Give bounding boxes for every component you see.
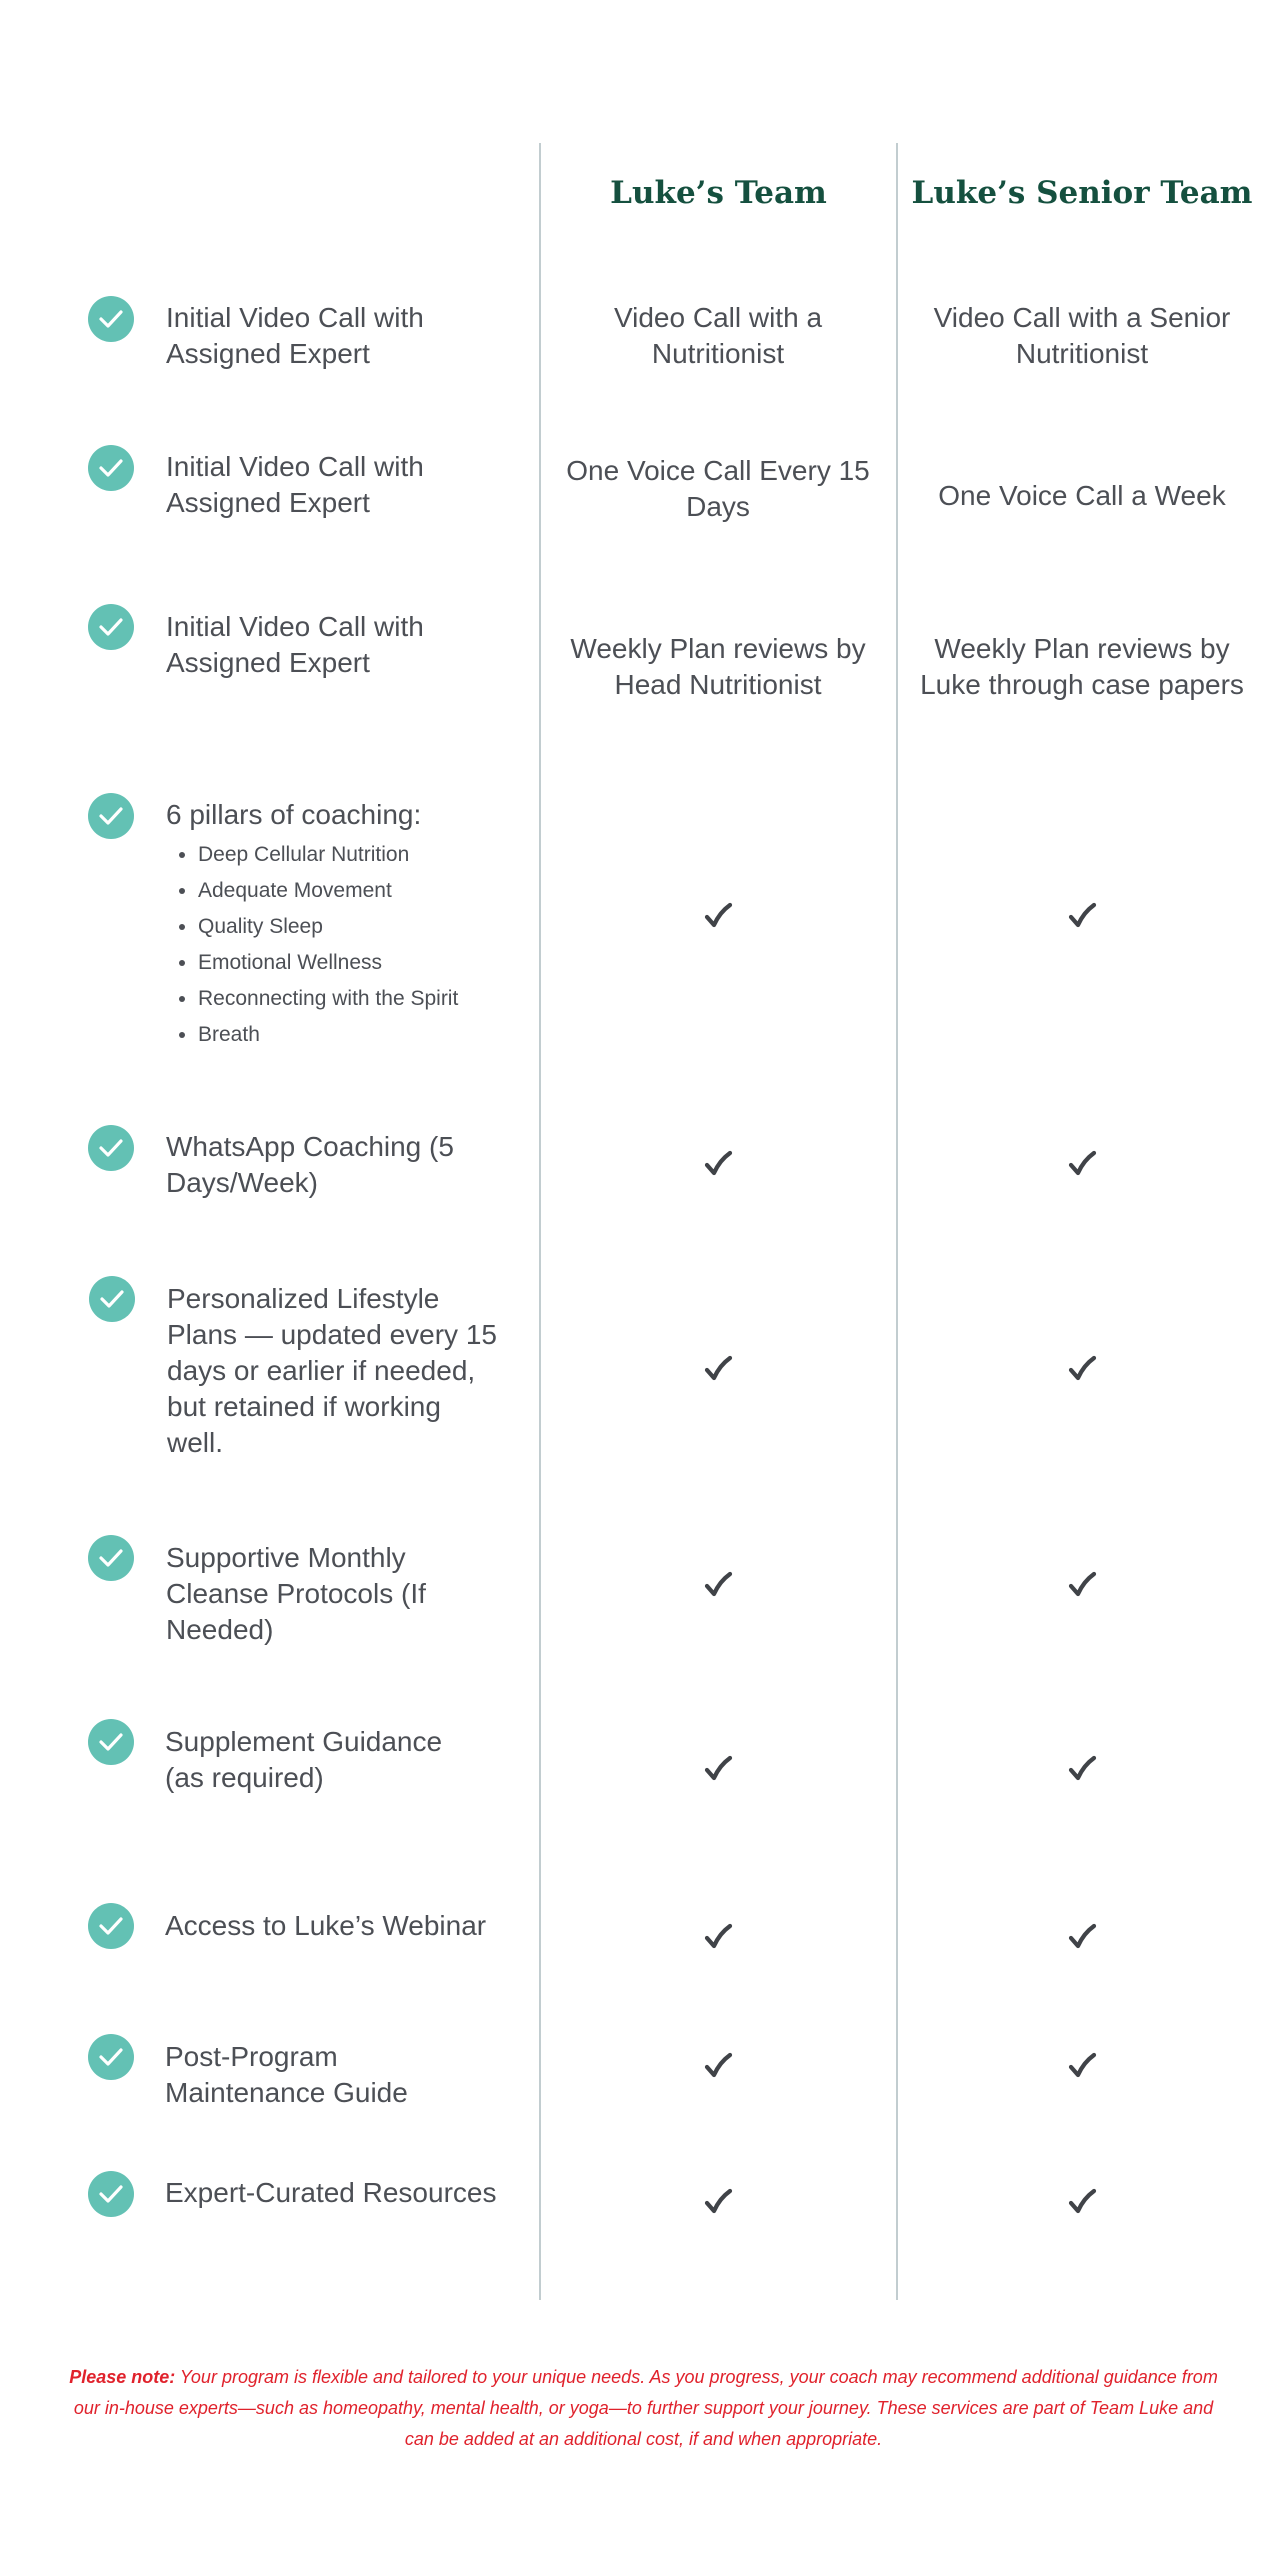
feature-label: Personalized Lifestyle Plans — updated every 15 days or earlier if needed, but retained if working well. [167, 1283, 497, 1458]
senior-team-included [916, 897, 1248, 937]
senior-team-included [916, 2047, 1248, 2087]
disclaimer-note [60, 2362, 1227, 2455]
check-circle-icon [88, 296, 134, 342]
senior-team-included [916, 1566, 1248, 1606]
feature-label: WhatsApp Coaching (5 Days/Week) [166, 1131, 454, 1198]
feature-title: 6 pillars of coaching: [166, 799, 422, 830]
column-divider-left [539, 143, 541, 2300]
feature-label: Post-Program Maintenance Guide [165, 2041, 408, 2108]
check-circle-icon [88, 2034, 134, 2080]
checkmark-icon [703, 902, 733, 932]
note-label: Please note: [69, 2367, 176, 2387]
team-value: Weekly Plan reviews by Head Nutritionist [570, 633, 866, 700]
pillars-list [166, 837, 526, 1053]
list-item: • Emotional Wellness [198, 945, 526, 981]
check-circle-icon [88, 1535, 134, 1581]
checkmark-icon [1067, 1571, 1097, 1601]
list-item: • Breath [198, 1017, 526, 1053]
feature-label: Initial Video Call with Assigned Expert [166, 302, 424, 369]
check-circle-icon [88, 445, 134, 491]
team-included [560, 897, 876, 937]
column-header-team: Luke’s Team [610, 175, 827, 211]
checkmark-icon [1067, 902, 1097, 932]
feature-label: Initial Video Call with Assigned Expert [166, 451, 424, 518]
senior-team-included [916, 1350, 1248, 1390]
check-circle-icon [88, 604, 134, 650]
list-item: • Deep Cellular Nutrition [198, 837, 526, 873]
checkmark-icon [703, 1571, 733, 1601]
check-circle-icon [88, 1719, 134, 1765]
senior-team-included [916, 1750, 1248, 1790]
feature-label: Supportive Monthly Cleanse Protocols (If Needed) [166, 1542, 426, 1645]
check-circle-icon [88, 1125, 134, 1171]
checkmark-icon [1067, 1923, 1097, 1953]
checkmark-icon [1067, 1755, 1097, 1785]
checkmark-icon [1067, 2188, 1097, 2218]
list-item: • Adequate Movement [198, 873, 526, 909]
check-circle-icon [88, 793, 134, 839]
team-included [560, 1918, 876, 1958]
list-item: • Reconnecting with the Spirit [198, 981, 526, 1017]
check-circle-icon [89, 1276, 135, 1322]
senior-team-included [916, 1145, 1248, 1185]
column-header-senior-team: Luke’s Senior Team [911, 175, 1253, 211]
senior-team-value: Weekly Plan reviews by Luke through case papers [920, 633, 1244, 700]
team-included [560, 1145, 876, 1185]
checkmark-icon [703, 1150, 733, 1180]
checkmark-icon [703, 1755, 733, 1785]
feature-label: Initial Video Call with Assigned Expert [166, 611, 424, 678]
column-divider-right [896, 143, 898, 2300]
team-included [560, 2047, 876, 2087]
senior-team-value: One Voice Call a Week [938, 480, 1226, 511]
checkmark-icon [703, 2188, 733, 2218]
check-circle-icon [88, 1903, 134, 1949]
feature-label: Access to Luke’s Webinar [165, 1910, 487, 1941]
senior-team-included [916, 1918, 1248, 1958]
checkmark-icon [1067, 1355, 1097, 1385]
feature-label: Supplement Guidance (as required) [165, 1726, 443, 1793]
team-value: One Voice Call Every 15 Days [566, 455, 870, 522]
team-included [560, 1750, 876, 1790]
senior-team-value: Video Call with a Senior Nutritionist [933, 302, 1231, 369]
checkmark-icon [1067, 1150, 1097, 1180]
list-item: • Quality Sleep [198, 909, 526, 945]
senior-team-included [916, 2183, 1248, 2223]
check-circle-icon [88, 2171, 134, 2217]
team-included [560, 1566, 876, 1606]
checkmark-icon [1067, 2052, 1097, 2082]
team-included [560, 2183, 876, 2223]
note-text: Your program is flexible and tailored to your unique needs. As you progress, your coach may recommend additional guidance from our in-house experts—such as homeopathy, mental health, or yoga—to further support your journey. These services are part of Team Luke and can be added at an additional cost, if and when appropriate. [73, 2367, 1218, 2449]
checkmark-icon [703, 2052, 733, 2082]
checkmark-icon [703, 1355, 733, 1385]
checkmark-icon [703, 1923, 733, 1953]
team-included [560, 1350, 876, 1390]
team-value: Video Call with a Nutritionist [613, 302, 823, 369]
feature-label: Expert-Curated Resources [165, 2177, 497, 2208]
feature-label [166, 797, 526, 1053]
